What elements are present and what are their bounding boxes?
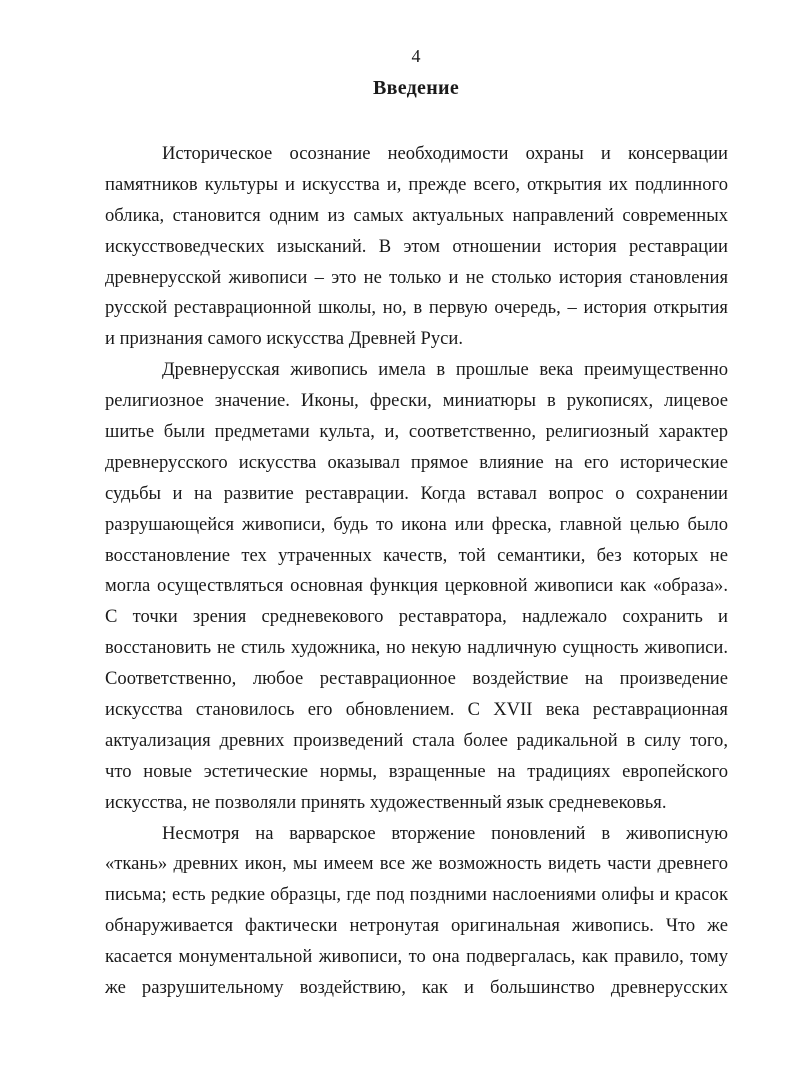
text-line: «ткань» древних икон, мы имеем все же возможность видеть части древнего [105,853,728,875]
text-line: судьбы и на развитие реставрации. Когда вставал вопрос о сохранении [105,482,728,504]
section-title: Введение [372,77,460,99]
text-line: Древнерусская живопись имела в прошлые века преимущественно [162,359,728,381]
text-line: что новые эстетические нормы, взращенные на традициях европейского [105,760,728,782]
text-line: разрушающейся живописи, будь то икона или фреска, главной целью было [105,513,728,535]
text-line: письма; есть редкие образцы, где под поздними наслоениями олифы и красок [105,884,728,906]
page-number: 4 [411,46,421,66]
body-text [105,139,728,1004]
text-line: восстановление тех утраченных качеств, той семантики, без которых не [105,544,728,566]
text-line: Несмотря на варварское вторжение поновлений в живописную [162,822,728,844]
text-line: и признания самого искусства Древней Руси. [105,328,463,350]
text-line: русской реставрационной школы, но, в первую очередь, – история открытия [105,297,728,319]
text-line: могла осуществляться основная функция церковной живописи как «образа». [105,575,728,597]
text-line: Историческое осознание необходимости охраны и консервации [162,143,728,164]
text-line: памятников культуры и искусства и, прежде всего, открытия их подлинного [105,173,728,195]
text-line: искусствоведческих изысканий. В этом отношении история реставрации [105,235,728,257]
text-line: древнерусского искусства оказывал прямое влияние на его исторические [105,451,728,473]
paragraph-1 [105,139,728,355]
text-line: древнерусской живописи – это не только и не столько история становления [105,266,728,288]
text-line: же разрушительному воздействию, как и большинство древнерусских [105,977,728,999]
text-line: религиозное значение. Иконы, фрески, миниатюры в рукописях, лицевое [105,390,728,412]
text-line: облика, становится одним из самых актуальных направлений современных [105,204,728,226]
text-line: Соответственно, любое реставрационное воздействие на произведение [105,668,728,690]
text-line: искусства, не позволяли принять художественный язык средневековья. [105,791,667,813]
text-line: касается монументальной живописи, то она подвергалась, как правило, тому [105,946,728,968]
text-line: искусства становилось его обновлением. С XVII века реставрационная [105,699,728,721]
text-line: обнаруживается фактически нетронутая оригинальная живопись. Что же [105,915,728,937]
paragraph-3 [105,819,728,1004]
text-line: С точки зрения средневекового реставратора, надлежало сохранить и [105,606,728,628]
text-line: восстановить не стиль художника, но некую надличную сущность живописи. [105,637,728,659]
paragraph-2 [105,355,728,818]
text-line: актуализация древних произведений стала более радикальной в силу того, [105,729,728,751]
text-line: шитье были предметами культа, и, соответственно, религиозный характер [105,421,728,443]
